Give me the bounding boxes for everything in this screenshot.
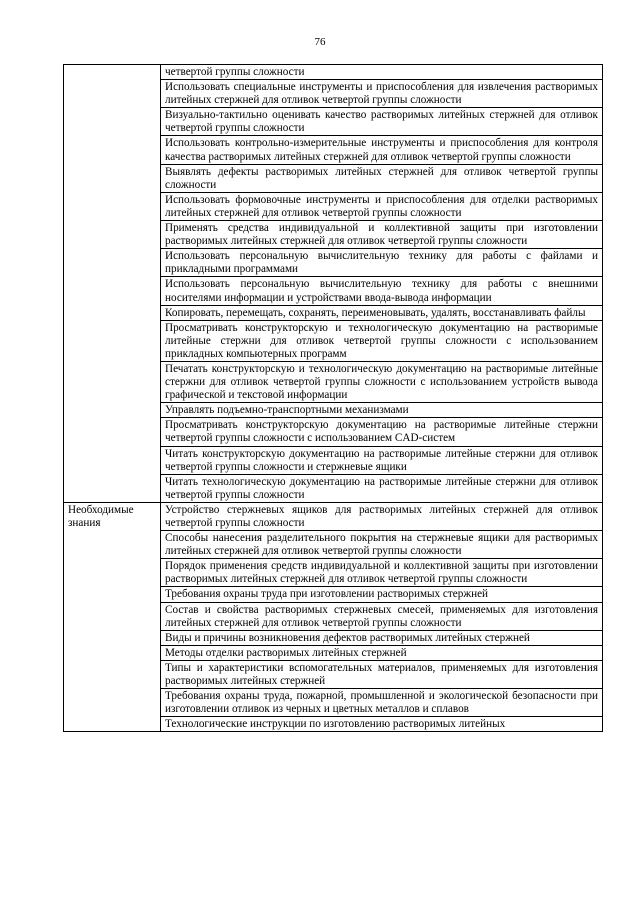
- item-text: Устройство стержневых ящиков для растворимых литейных стержней для отливок четвертой группы сложности: [165, 503, 598, 529]
- table-cell: [161, 418, 603, 446]
- table-cell: [161, 305, 603, 320]
- table-cell: [161, 689, 603, 717]
- table-cell: [161, 602, 603, 630]
- item-text: Копировать, перемещать, сохранять, переименовывать, удалять, восстанавливать файлы: [165, 306, 586, 319]
- item-text: Виды и причины возникновения дефектов растворимых литейных стержней: [165, 631, 530, 644]
- item-text: Читать конструкторскую документацию на растворимые литейные стержни для отливок четвертой группы сложности и стержневые ящики: [165, 447, 598, 473]
- item-text: Визуально-тактильно оценивать качество растворимых литейных стержней для отливок четвертой группы сложности: [165, 109, 598, 135]
- table-cell: [161, 717, 603, 732]
- item-text: Применять средства индивидуальной и коллективной защиты при изготовлении растворимых литейных стержней для отливок четвертой группы сложности: [165, 222, 598, 248]
- table-cell: [161, 277, 603, 305]
- table-row: [64, 65, 603, 80]
- item-text: Читать технологическую документацию на растворимые литейные стержни для отливок четвертой группы сложности: [165, 475, 598, 501]
- item-text: Использовать контрольно-измерительные инструменты и приспособления для контроля качества растворимых литейных стержней для отливок четвертой группы сложности: [165, 137, 598, 163]
- item-text: Выявлять дефекты растворимых литейных стержней для отливок четвертой группы сложности: [165, 165, 598, 191]
- table-cell: [161, 108, 603, 136]
- item-text: Использовать персональную вычислительную технику для работы с внешними носителями информации и устройствами ввода-вывода информации: [165, 278, 598, 304]
- table-cell: [161, 474, 603, 502]
- table-cell: [161, 630, 603, 645]
- item-text: Использовать формовочные инструменты и приспособления для отделки растворимых литейных стержней для отливок четвертой группы сложности: [165, 193, 598, 219]
- table-cell: [161, 320, 603, 361]
- item-text: Печатать конструкторскую и технологическую документацию на растворимые литейные стержни для отливок четвертой группы сложности с использованием устройств вывода графической и текстовой информации: [165, 362, 598, 402]
- section-label: [64, 65, 161, 503]
- item-text: Способы нанесения разделительного покрытия на стержневые ящики для растворимых литейных стержней для отливок четвертой группы сложности: [165, 532, 598, 558]
- table-cell: [161, 645, 603, 660]
- item-text: Типы и характеристики вспомогательных материалов, применяемых для изготовления растворимых литейных стержней: [165, 661, 598, 688]
- item-text: Просматривать конструкторскую документацию на растворимые литейные стержни четвертой группы сложности с использованием CAD-систем: [165, 419, 598, 445]
- table-cell: [161, 164, 603, 192]
- table-cell: [161, 587, 603, 602]
- table-cell: [161, 446, 603, 474]
- competency-table: [63, 64, 603, 732]
- table-cell: [161, 660, 603, 688]
- item-text: четвертой группы сложности: [165, 66, 305, 78]
- table-cell: [161, 531, 603, 559]
- table-cell: [161, 502, 603, 530]
- item-text: Требования охраны труда при изготовлении растворимых стержней: [165, 588, 489, 601]
- item-text: Просматривать конструкторскую и технологическую документацию на растворимые литейные стержни для отливок четвертой группы сложности с использованием прикладных компьютерных программ: [165, 321, 598, 360]
- table-cell: [161, 65, 603, 80]
- table-cell: [161, 403, 603, 418]
- item-text: Технологические инструкции по изготовлению растворимых литейных: [165, 718, 506, 731]
- table-cell: [161, 249, 603, 277]
- item-text: Управлять подъемно-транспортными механизмами: [165, 404, 409, 417]
- table-cell: [161, 80, 603, 108]
- item-text: Порядок применения средств индивидуальной и коллективной защиты при изготовлении растворимых литейных стержней для отливок четвертой группы сложности: [165, 560, 598, 586]
- section-label: Необходимые знания: [64, 502, 161, 732]
- table-row: [64, 502, 603, 530]
- page-number: 76: [314, 36, 326, 48]
- table-cell: [161, 192, 603, 220]
- item-text: Использовать специальные инструменты и приспособления для извлечения растворимых литейных стержней для отливок четвертой группы сложности: [165, 81, 598, 107]
- table-cell: [161, 221, 603, 249]
- item-text: Использовать персональную вычислительную технику для работы с файлами и прикладными программами: [165, 250, 598, 276]
- item-text: Состав и свойства растворимых стержневых смесей, применяемых для изготовления литейных стержней для отливок четвертой группы сложности: [165, 603, 598, 629]
- table-cell: [161, 136, 603, 164]
- item-text: Требования охраны труда, пожарной, промышленной и экологической безопасности при изготовлении отливок из черных и цветных металлов и сплавов: [165, 690, 598, 716]
- table-cell: [161, 361, 603, 402]
- item-text: Методы отделки растворимых литейных стержней: [165, 646, 407, 659]
- table-cell: [161, 559, 603, 587]
